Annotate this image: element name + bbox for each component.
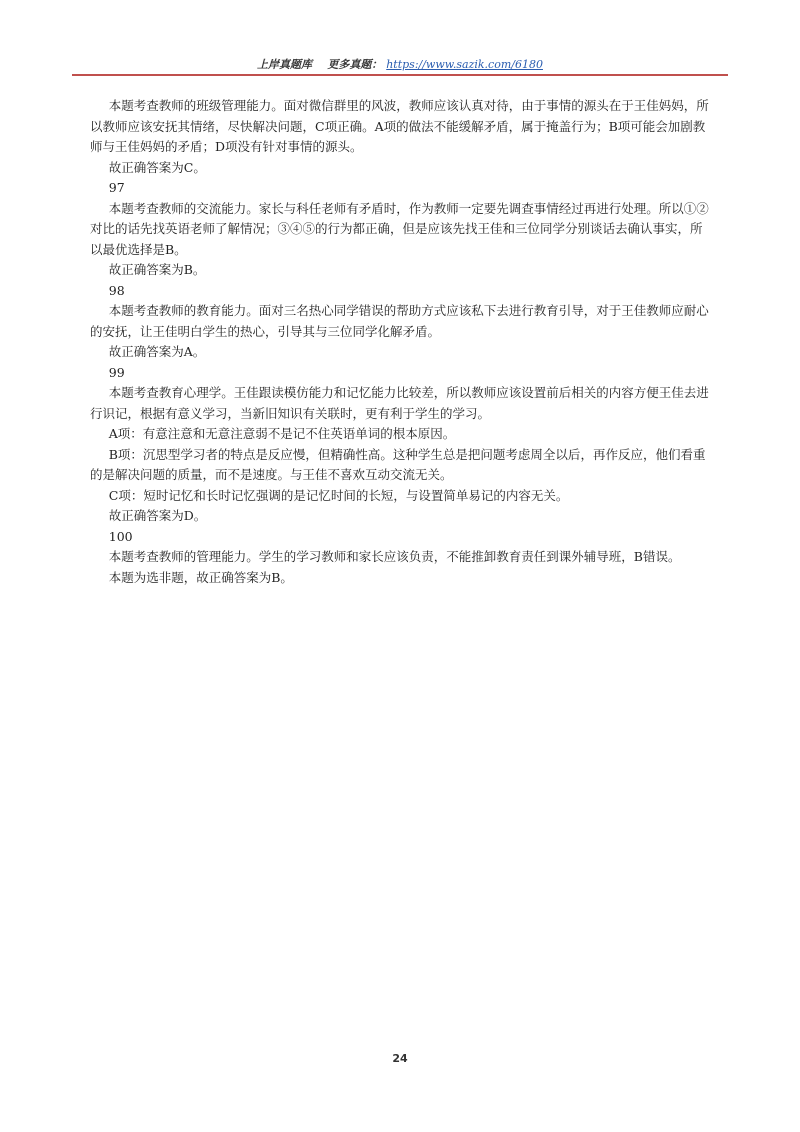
paragraph: 本题考查教师的管理能力。学生的学习教师和家长应该负责，不能推卸教育责任到课外辅导班，B错误。 <box>108 549 681 564</box>
question-number: 98 <box>108 282 125 298</box>
answer-line: 本题为选非题，故正确答案为B。 <box>108 569 293 585</box>
question-number: 99 <box>108 364 125 380</box>
answer-line: 故正确答案为C。 <box>108 159 206 175</box>
option-explanation: C项：短时记忆和长时记忆强调的是记忆时间的长短，与设置简单易记的内容无关。 <box>108 487 569 503</box>
header-label: 更多真题： <box>327 58 383 71</box>
question-number: 97 <box>108 180 125 195</box>
option-explanation: B项：沉思型学习者的特点是反应慢，但精确性高。这种学生总是把问题考虑周全以后，再作反应，他们看重的是解决问题的质量，而不是速度。与王佳不喜欢互动交流无关。 <box>90 446 706 482</box>
answer-line: 故正确答案为D。 <box>108 508 207 523</box>
question-number: 100 <box>108 528 133 544</box>
paragraph: 本题考查教师的教育能力。面对三名热心同学错误的帮助方式应该私下去进行教育引导，对于王佳教师应耐心的安抚，让王佳明白学生的热心，引导其与三位同学化解矛盾。 <box>90 303 709 339</box>
answer-line: 故正确答案为B。 <box>108 262 206 277</box>
header-divider <box>72 74 728 76</box>
paragraph: 本题考查教育心理学。王佳跟读模仿能力和记忆能力比较差，所以教师应该设置前后相关的内容方便王佳去进行识记，根据有意义学习，当新旧知识有关联时，更有利于学生的学习。 <box>90 385 709 421</box>
answer-line: 故正确答案为A。 <box>108 344 206 359</box>
option-explanation: A项：有意注意和无意注意弱不是记不住英语单词的根本原因。 <box>108 426 456 441</box>
paragraph: 本题考查教师的班级管理能力。面对微信群里的风波，教师应该认真对待，由于事情的源头在于王佳妈妈，所以教师应该安抚其情绪，尽快解决问题，C项正确。A项的做法不能缓解矛盾，属于掩盖行为；B项可能会加剧教师与王佳妈妈的矛盾；D项没有针对事情的源头。 <box>90 98 709 154</box>
page-number: 24 <box>392 1052 408 1065</box>
header-link[interactable]: https://www.sazik.com/6180 <box>386 58 543 71</box>
header-site-name: 上岸真题库 <box>257 58 313 71</box>
paragraph: 本题考查教师的交流能力。家长与科任老师有矛盾时，作为教师一定要先调查事情经过再进行处理。所以①②对比的话先找英语老师了解情况；③④⑤的行为都正确，但是应该先找王佳和三位同学分别谈话去确认事实，所以最优选择是B。 <box>90 200 709 257</box>
document-body <box>90 96 710 588</box>
page-header <box>72 56 728 74</box>
